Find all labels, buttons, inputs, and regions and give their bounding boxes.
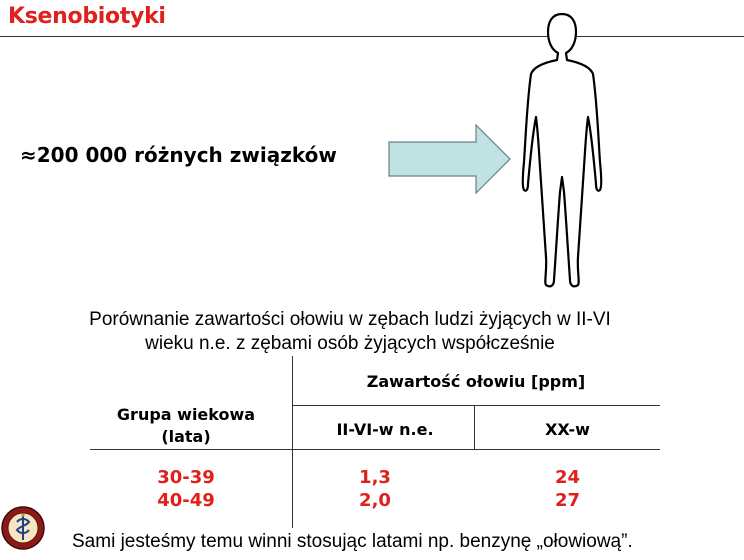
table-divider-header: [292, 405, 660, 406]
modern-column-header: XX-w: [545, 420, 590, 439]
age-group-header-line2: (lata): [161, 427, 211, 446]
age-group-header-line1: Grupa wiekowa: [116, 405, 256, 424]
table-row-2-ancient: 2,0: [359, 490, 391, 511]
title-divider: [0, 36, 744, 37]
table-row-1-group: 30-39: [157, 467, 215, 488]
table-divider-body: [90, 449, 660, 450]
table-row-1-modern: 24: [554, 467, 581, 488]
table-row-1-ancient: 1,3: [359, 467, 391, 488]
table-divider-columns: [474, 405, 475, 450]
footer-text: Sami jesteśmy temu winni stosując latami np. benzynę „ołowiową”.: [72, 531, 633, 552]
table-row-2-modern: 27: [554, 490, 581, 511]
compounds-count-text: ≈200 000 różnych związków: [20, 143, 337, 167]
age-group-header: [96, 404, 276, 448]
human-silhouette-icon: [512, 12, 612, 290]
right-arrow-icon: [388, 124, 512, 194]
table-row-2-group: 40-49: [157, 490, 215, 511]
university-seal-icon: [0, 496, 46, 560]
slide-title: Ksenobiotyki: [8, 4, 166, 29]
caption-line-2: wieku n.e. z zębami osób żyjących współcześnie: [145, 333, 555, 354]
ancient-column-header: II-VI-w n.e.: [336, 420, 434, 439]
caption-line-1: Porównanie zawartości ołowiu w zębach ludzi żyjących w II-VI: [89, 309, 611, 330]
lead-comparison-caption: [30, 308, 670, 356]
table-divider-vertical: [292, 356, 293, 528]
lead-content-header: Zawartość ołowiu [ppm]: [366, 372, 586, 391]
